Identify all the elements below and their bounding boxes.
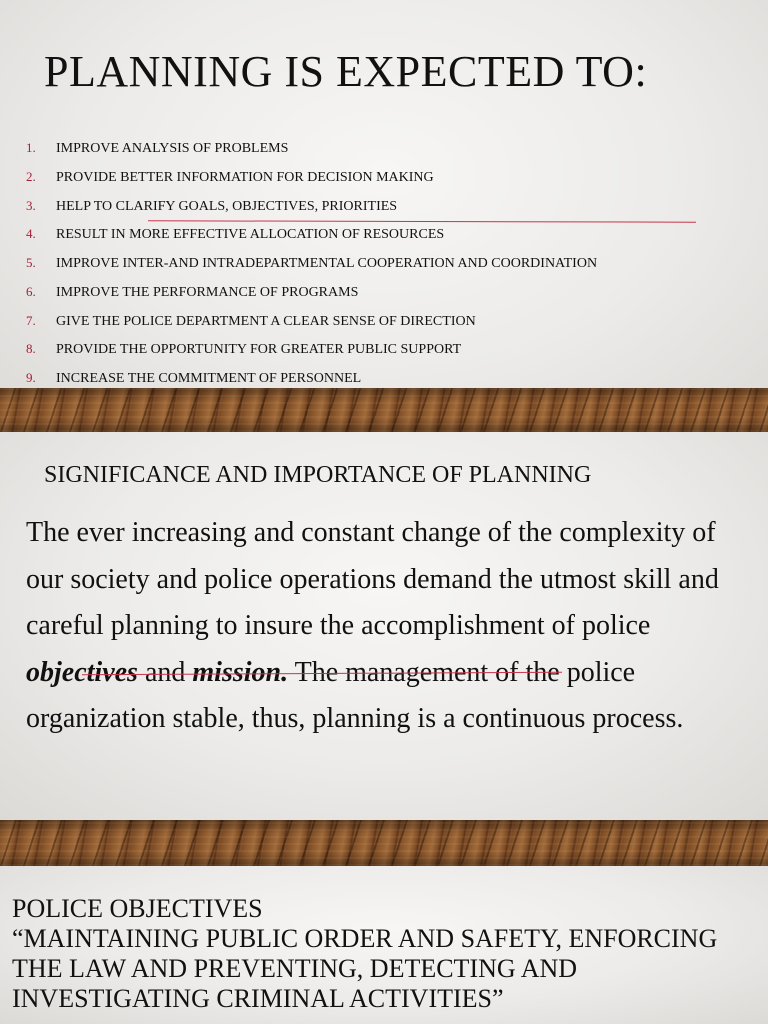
slide-title: SIGNIFICANCE AND IMPORTANCE OF PLANNING bbox=[44, 462, 592, 488]
body-text: The ever increasing and constant change of the complexity of our society and police operations demand the utmost skill and careful planning to insure the accomplishment of police bbox=[26, 517, 719, 641]
list-text: INCREASE THE COMMITMENT OF PERSONNEL bbox=[56, 371, 362, 386]
body-text: and bbox=[137, 656, 193, 688]
list-number: 3. bbox=[26, 197, 36, 213]
slide-quote: “MAINTAINING PUBLIC ORDER AND SAFETY, ENFORCING THE LAW AND PREVENTING, DETECTING AND INVESTIGATING CRIMINAL ACTIVITIES” bbox=[12, 924, 718, 1013]
expectations-list bbox=[26, 140, 726, 399]
slide-heading: POLICE OBJECTIVES bbox=[12, 894, 263, 923]
list-text: IMPROVE THE PERFORMANCE OF PROGRAMS bbox=[56, 284, 359, 300]
slide-title: PLANNING IS EXPECTED TO: bbox=[44, 47, 648, 96]
list-item bbox=[26, 284, 726, 313]
wood-floor-divider bbox=[0, 388, 768, 432]
list-item bbox=[26, 140, 726, 169]
list-text: GIVE THE POLICE DEPARTMENT A CLEAR SENSE OF DIRECTION bbox=[56, 313, 476, 329]
list-item bbox=[26, 226, 726, 255]
list-number: 2. bbox=[26, 168, 36, 184]
list-number: 8. bbox=[26, 341, 36, 357]
slide-text bbox=[12, 894, 762, 1014]
list-number: 7. bbox=[26, 312, 36, 328]
list-number: 1. bbox=[26, 140, 36, 155]
list-number: 9. bbox=[26, 370, 36, 385]
list-item bbox=[26, 169, 726, 198]
slide-planning-expectations bbox=[0, 0, 768, 432]
list-text: IMPROVE ANALYSIS OF PROBLEMS bbox=[56, 141, 289, 156]
list-text: IMPROVE INTER-AND INTRADEPARTMENTAL COOPERATION AND COORDINATION bbox=[56, 256, 598, 271]
list-item bbox=[26, 313, 726, 342]
list-text: HELP TO CLARIFY GOALS, OBJECTIVES, PRIORITIES bbox=[56, 198, 398, 214]
list-text: PROVIDE BETTER INFORMATION FOR DECISION MAKING bbox=[56, 169, 434, 185]
list-text: PROVIDE THE OPPORTUNITY FOR GREATER PUBLIC SUPPORT bbox=[56, 342, 462, 358]
slide-significance bbox=[0, 432, 768, 820]
list-item bbox=[26, 255, 726, 284]
list-number: 4. bbox=[26, 226, 36, 242]
body-text: The management of the police organization stable, thus, planning is a continuous process. bbox=[26, 656, 684, 734]
list-number: 5. bbox=[26, 255, 36, 270]
wood-floor-divider bbox=[0, 820, 768, 866]
body-emphasis-mission: mission. bbox=[192, 656, 289, 688]
slide-body bbox=[26, 510, 756, 743]
slide-police-objectives bbox=[0, 866, 768, 1024]
body-emphasis-objectives: objectives bbox=[26, 656, 138, 688]
list-number: 6. bbox=[26, 283, 36, 299]
list-item bbox=[26, 341, 726, 370]
list-text: RESULT IN MORE EFFECTIVE ALLOCATION OF RESOURCES bbox=[56, 227, 445, 243]
